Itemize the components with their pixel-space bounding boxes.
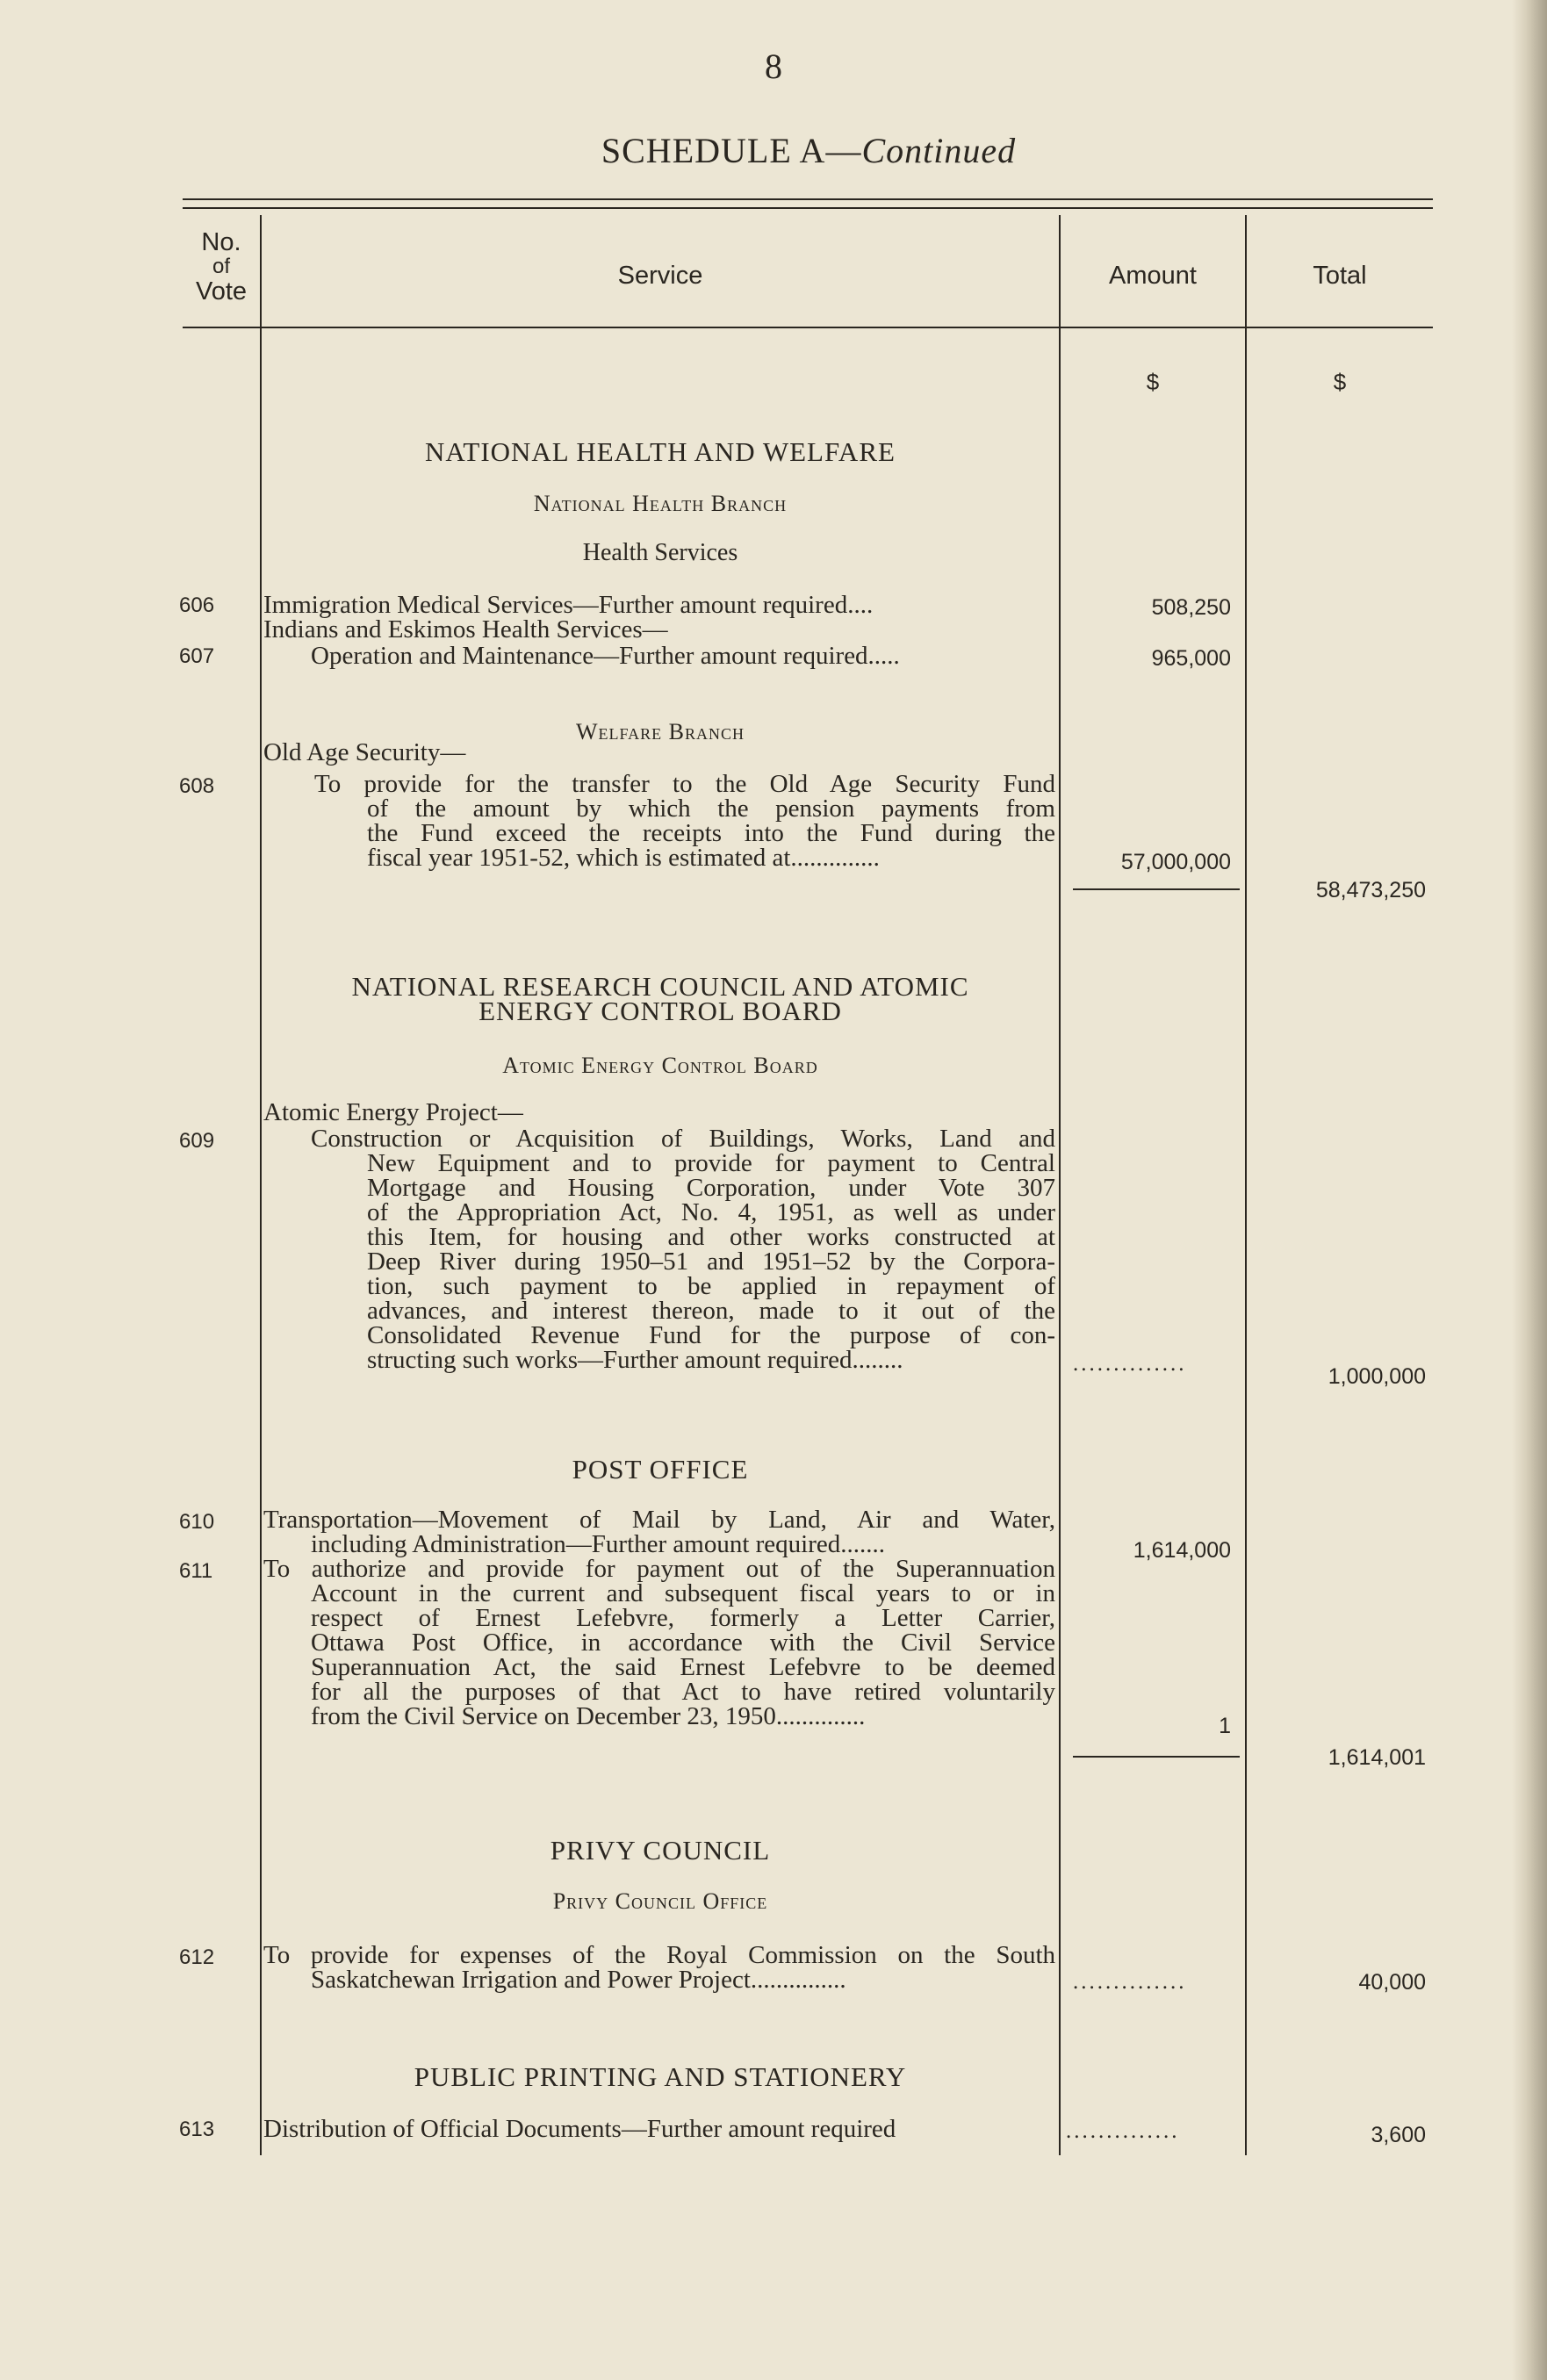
page-number: 8 — [765, 47, 782, 86]
branch-privy-council-office: Privy Council Office — [552, 1888, 768, 1914]
vote-609-line: Mortgage and Housing Corporation, under Vote 307 — [367, 1174, 1055, 1202]
column-divider-amount — [1245, 215, 1247, 2155]
vote-609-amount-leader: .............. — [1073, 1352, 1187, 1376]
vote-number-611: 611 — [179, 1559, 213, 1583]
vote-609-line: Consolidated Revenue Fund for the purpose of con- — [367, 1321, 1055, 1349]
section-research-council: NATIONAL RESEARCH COUNCIL AND ATOMIC — [351, 971, 969, 1002]
vote-606-amount: 508,250 — [1151, 595, 1231, 620]
vote-number-606: 606 — [179, 593, 215, 617]
vote-608-line: the Fund exceed the receipts into the Fund during the — [367, 819, 1055, 847]
amount-currency: $ — [1146, 369, 1160, 395]
subheading-health-services: Health Services — [582, 539, 738, 566]
vote-611-line: respect of Ernest Lefebvre, formerly a Letter Carrier, — [311, 1604, 1055, 1632]
privy-total: 40,000 — [1358, 1970, 1426, 1995]
branch-national-health: National Health Branch — [533, 491, 788, 516]
vote-610-line: including Administration—Further amount required....... — [311, 1530, 886, 1558]
page-title — [0, 130, 1547, 171]
vote-609-line: advances, and interest thereon, made to it out of the — [367, 1297, 1055, 1325]
vote-number-607: 607 — [179, 644, 215, 668]
vote-608-amount: 57,000,000 — [1120, 850, 1231, 874]
vote-number-609: 609 — [179, 1129, 215, 1153]
vote-611-line: Ottawa Post Office, in accordance with the Civil Service — [311, 1629, 1055, 1657]
vote-611-amount: 1 — [1219, 1714, 1231, 1738]
title-main: SCHEDULE A— — [601, 131, 862, 170]
section-privy-council: PRIVY COUNCIL — [550, 1835, 771, 1866]
top-rule — [183, 198, 1433, 200]
vote-609-line: Deep River during 1950–51 and 1951–52 by the Corpora- — [367, 1248, 1055, 1276]
vote-612-line: Saskatchewan Irrigation and Power Project............... — [311, 1966, 846, 1994]
vote-607-parent: Indians and Eskimos Health Services— — [263, 615, 668, 644]
header-amount: Amount — [1109, 262, 1197, 290]
vote-606-text: Immigration Medical Services—Further amount required.... — [263, 591, 874, 619]
column-divider-service — [1059, 215, 1061, 2155]
vote-610-amount: 1,614,000 — [1133, 1538, 1231, 1563]
subtotal-rule — [1073, 888, 1240, 890]
research-total: 1,000,000 — [1328, 1364, 1426, 1389]
vote-609-line: structing such works—Further amount required........ — [367, 1346, 903, 1374]
header-service: Service — [617, 262, 703, 290]
vote-611-line: for all the purposes of that Act to have retired voluntarily — [311, 1678, 1055, 1706]
vote-number-608: 608 — [179, 774, 215, 798]
section-health-welfare: NATIONAL HEALTH AND WELFARE — [425, 436, 896, 467]
vote-610-line: Transportation—Movement of Mail by Land, Air and Water, — [263, 1506, 1055, 1534]
health-total: 58,473,250 — [1315, 878, 1426, 902]
section-post-office: POST OFFICE — [572, 1454, 749, 1485]
vote-608-line: To provide for the transfer to the Old Age Security Fund — [314, 770, 1055, 798]
vote-number-610: 610 — [179, 1510, 215, 1534]
vote-611-line: from the Civil Service on December 23, 1950.............. — [311, 1702, 866, 1730]
header-of: of — [212, 255, 230, 278]
vote-613-amount-leader: .............. — [1066, 2119, 1180, 2143]
header-total: Total — [1313, 262, 1367, 290]
post-total: 1,614,001 — [1328, 1745, 1426, 1770]
vote-609-line: this Item, for housing and other works constructed at — [367, 1223, 1055, 1251]
vote-609-parent: Atomic Energy Project— — [263, 1098, 523, 1126]
header-no-of-vote — [183, 228, 260, 306]
total-currency: $ — [1333, 369, 1347, 395]
vote-612-amount-leader: .............. — [1073, 1970, 1187, 1994]
top-rule-double — [183, 207, 1433, 209]
vote-611-line: To authorize and provide for payment out of the Superannuation — [263, 1555, 1055, 1583]
header-vote: Vote — [195, 277, 248, 306]
section-public-printing: PUBLIC PRINTING AND STATIONERY — [414, 2061, 907, 2092]
printing-total: 3,600 — [1371, 2123, 1426, 2147]
vote-611-line: Account in the current and subsequent fiscal years to or in — [311, 1579, 1055, 1607]
title-italic: Continued — [861, 131, 1017, 170]
vote-608-line: of the amount by which the pension payments from — [367, 795, 1055, 823]
vote-611-line: Superannuation Act, the said Ernest Lefebvre to be deemed — [311, 1653, 1055, 1681]
section-research-council-line2: ENERGY CONTROL BOARD — [478, 996, 842, 1026]
vote-609-line: Construction or Acquisition of Buildings, Works, Land and — [311, 1125, 1055, 1153]
vote-609-line: New Equipment and to provide for payment to Central — [367, 1149, 1055, 1177]
vote-613-text: Distribution of Official Documents—Further amount required — [263, 2115, 896, 2143]
vote-number-613: 613 — [179, 2118, 215, 2141]
vote-612-line: To provide for expenses of the Royal Commission on the South — [263, 1941, 1055, 1969]
vote-608-parent: Old Age Security— — [263, 738, 466, 766]
branch-welfare: Welfare Branch — [575, 719, 745, 744]
vote-609-line: tion, such payment to be applied in repayment of — [367, 1272, 1055, 1300]
branch-atomic-energy: Atomic Energy Control Board — [502, 1053, 818, 1078]
vote-number-612: 612 — [179, 1945, 215, 1969]
vote-608-line: fiscal year 1951-52, which is estimated at.............. — [367, 844, 880, 872]
page-edge-shadow — [1512, 0, 1547, 2380]
vote-607-text: Operation and Maintenance—Further amount required..... — [311, 642, 900, 670]
header-no: No. — [201, 228, 241, 256]
vote-609-line: of the Appropriation Act, No. 4, 1951, as well as under — [367, 1198, 1055, 1226]
subtotal-rule — [1073, 1756, 1240, 1758]
vote-607-amount: 965,000 — [1151, 646, 1231, 671]
header-rule — [183, 327, 1433, 328]
